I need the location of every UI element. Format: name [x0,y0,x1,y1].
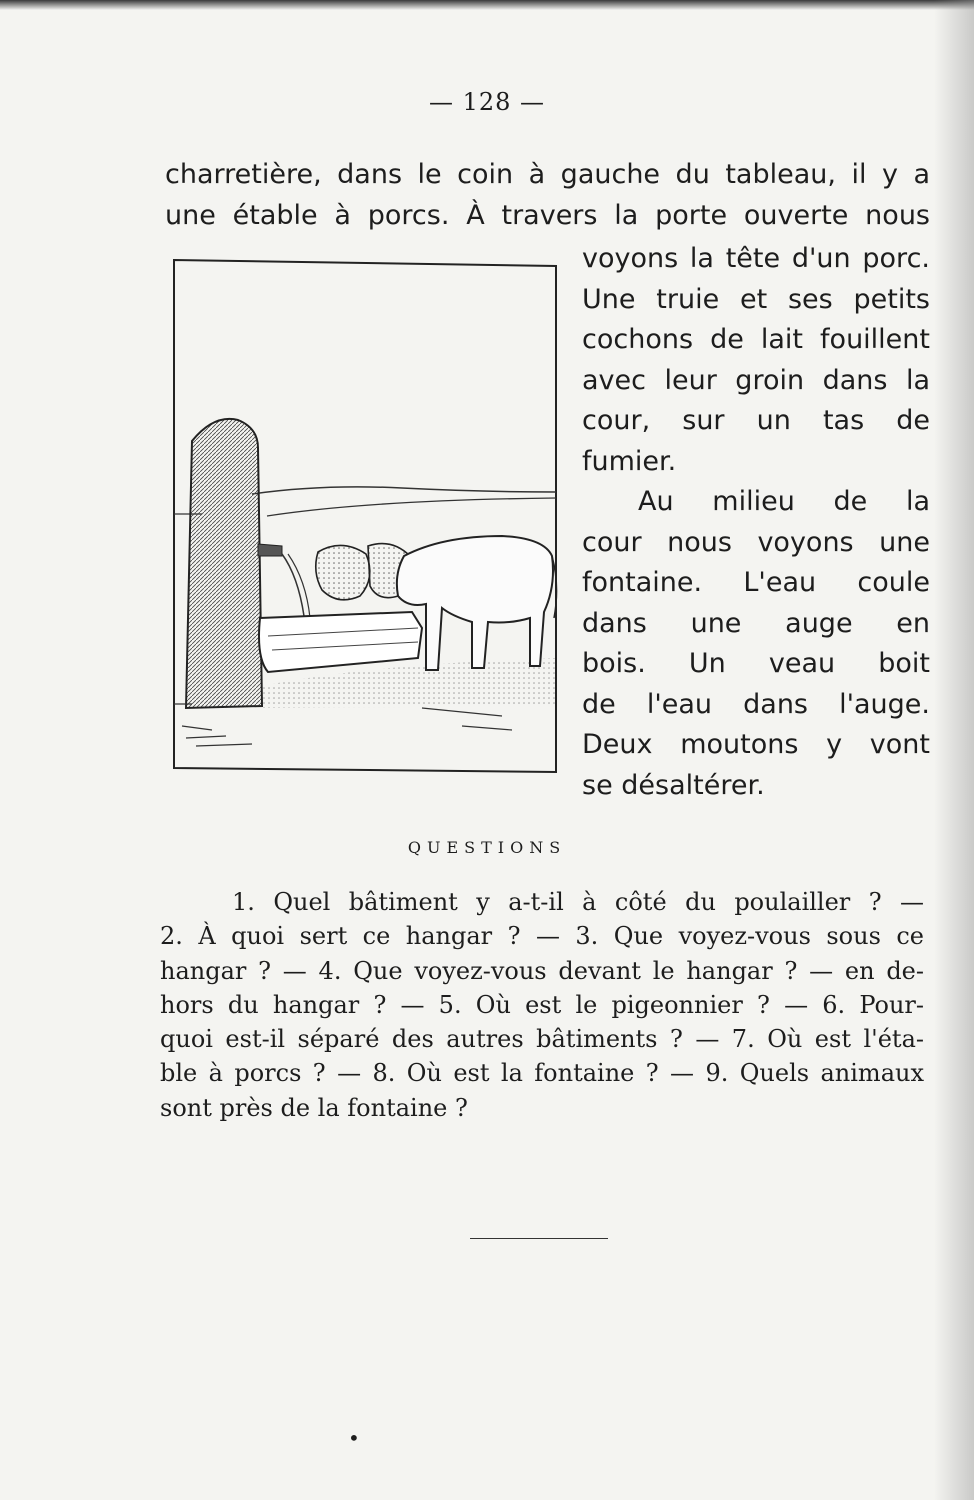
page-number: — 128 — [428,88,546,116]
text-line: de l'eau dans l'auge. [582,688,930,720]
text-line: charretière, dans le coin à gauche du tableau, il y a [165,159,930,190]
text-line: bois. Un veau boit [582,648,930,679]
text-line: cour, sur un tas de [582,405,930,436]
text-line: fumier. [582,445,677,477]
wrap-paragraph-1 [582,239,930,482]
text-line: cochons de lait fouillent [582,324,930,355]
ink-speck: • [348,1426,360,1450]
page-edge-top [0,0,974,10]
text-line: hors du hangar ? — 5. Où est le pigeonnier ? — 6. Pour- [160,990,924,1019]
text-line: ble à porcs ? — 8. Où est la fontaine ? — 9. Quels animaux [160,1059,924,1088]
text-line: Une truie et ses petits [582,283,930,315]
intro-paragraph [165,155,930,236]
text-line: avec leur groin dans la [582,364,930,396]
text-line: voyons la tête d'un porc. [582,243,930,274]
text-line: se désaltérer. [582,769,765,801]
text-line: 1. Quel bâtiment y a-t-il à côté du poulailler ? — [232,888,924,916]
text-line: Au milieu de la [638,486,930,517]
text-line: quoi est-il séparé des autres bâtiments ? — 7. Où est l'éta- [160,1025,924,1054]
text-line: 2. À quoi sert ce hangar ? — 3. Que voyez-vous sous ce [160,922,924,951]
fountain-illustration [172,256,558,774]
text-line: fontaine. L'eau coule [582,567,930,598]
text-line: Deux moutons y vont [582,729,930,760]
section-divider [470,1238,608,1239]
text-line: hangar ? — 4. Que voyez-vous devant le hangar ? — en de- [160,956,924,985]
questions-heading: QUESTIONS [407,838,567,857]
questions-paragraph [160,885,924,1125]
page-edge-right [934,0,974,1500]
text-line: dans une auge en [582,607,930,639]
wrap-paragraph-2 [582,482,930,806]
text-line: cour nous voyons une [582,526,930,558]
text-line: une étable à porcs. À travers la porte ouverte nous [165,199,930,231]
text-line: sont près de la fontaine ? [160,1093,468,1122]
